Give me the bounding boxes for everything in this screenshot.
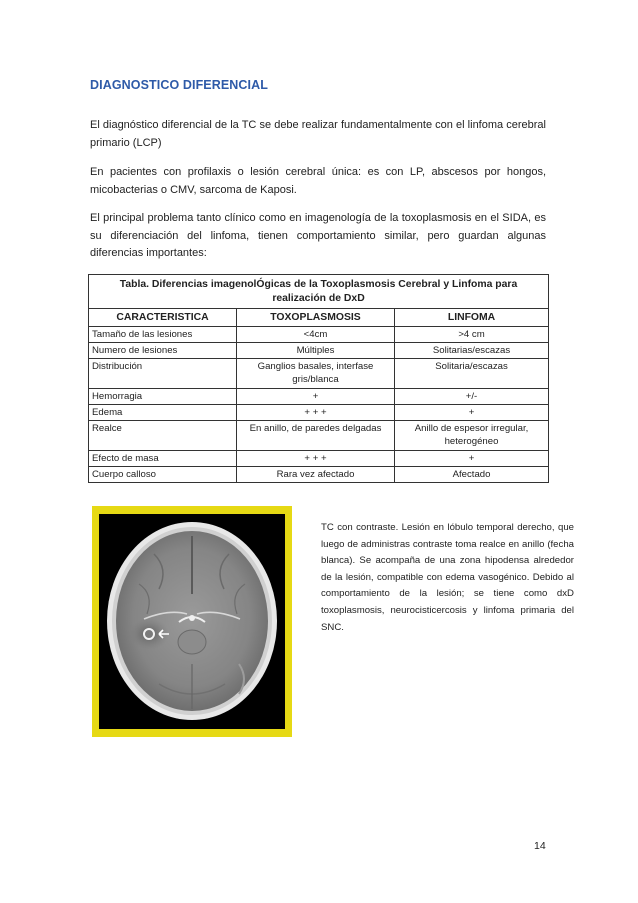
table-cell: +/- (395, 389, 549, 405)
table-row (89, 421, 549, 451)
page-number: 14 (534, 840, 546, 852)
table-cell: Solitaria/escazas (395, 359, 549, 389)
column-header-toxoplasmosis: TOXOPLASMOSIS (237, 309, 395, 327)
column-header-lymphoma: LINFOMA (395, 309, 549, 327)
table-row (89, 451, 549, 467)
ct-scan-image (99, 514, 285, 729)
differential-table (88, 274, 549, 483)
table-cell: Edema (89, 405, 237, 421)
table-caption: Tabla. Diferencias imagenolÓgicas de la Toxoplasmosis Cerebral y Linfoma para realización de DxD (89, 275, 549, 309)
table-cell: Anillo de espesor irregular, heterogéneo (395, 421, 549, 451)
table-row (89, 343, 549, 359)
table-cell: + (395, 451, 549, 467)
table-row (89, 389, 549, 405)
table-cell: Hemorragia (89, 389, 237, 405)
table-cell: Tamaño de las lesiones (89, 327, 237, 343)
ct-scan-figure (92, 506, 292, 737)
table-row (89, 359, 549, 389)
table-cell: Solitarias/escazas (395, 343, 549, 359)
table-row (89, 405, 549, 421)
table-cell: Realce (89, 421, 237, 451)
table-cell: En anillo, de paredes delgadas (237, 421, 395, 451)
paragraph-3: El principal problema tanto clínico como en imagenología de la toxoplasmosis en el SIDA, es su diferenciación del linfoma, tienen comportamiento similar, pero guardan algunas diferencias importantes: (90, 212, 546, 260)
table-cell: <4cm (237, 327, 395, 343)
column-header-characteristic: CARACTERISTICA (89, 309, 237, 327)
table-cell: + + + (237, 405, 395, 421)
paragraph-1: El diagnóstico diferencial de la TC se debe realizar fundamentalmente con el linfoma cerebral primario (LCP) (90, 119, 546, 149)
table-cell: Ganglios basales, interfase gris/blanca (237, 359, 395, 389)
table-cell: Distribución (89, 359, 237, 389)
table-cell: + + + (237, 451, 395, 467)
table-cell: Cuerpo calloso (89, 467, 237, 483)
section-heading: DIAGNOSTICO DIFERENCIAL (90, 78, 268, 92)
table-row (89, 327, 549, 343)
table-cell: >4 cm (395, 327, 549, 343)
table-row (89, 467, 549, 483)
table-cell: Rara vez afectado (237, 467, 395, 483)
table-cell: + (237, 389, 395, 405)
table-cell: Numero de lesiones (89, 343, 237, 359)
table-cell: Afectado (395, 467, 549, 483)
figure-caption: TC con contraste. Lesión en lóbulo temporal derecho, que luego de administras contraste toma realce en anillo (fecha blanca). Se acompaña de una zona hipodensa alrededor de la lesión, compatible con edema vasogénico. Debido al comportamiento de la lesión; se tiene como dxD toxoplasmosis, neurocisticercosis y linfoma primaria del SNC. (321, 522, 574, 633)
table-cell: Múltiples (237, 343, 395, 359)
table-cell: Efecto de masa (89, 451, 237, 467)
paragraph-2: En pacientes con profilaxis o lesión cerebral única: es con LP, abscesos por hongos, micobacterias o CMV, sarcoma de Kaposi. (90, 166, 546, 196)
table-cell: + (395, 405, 549, 421)
